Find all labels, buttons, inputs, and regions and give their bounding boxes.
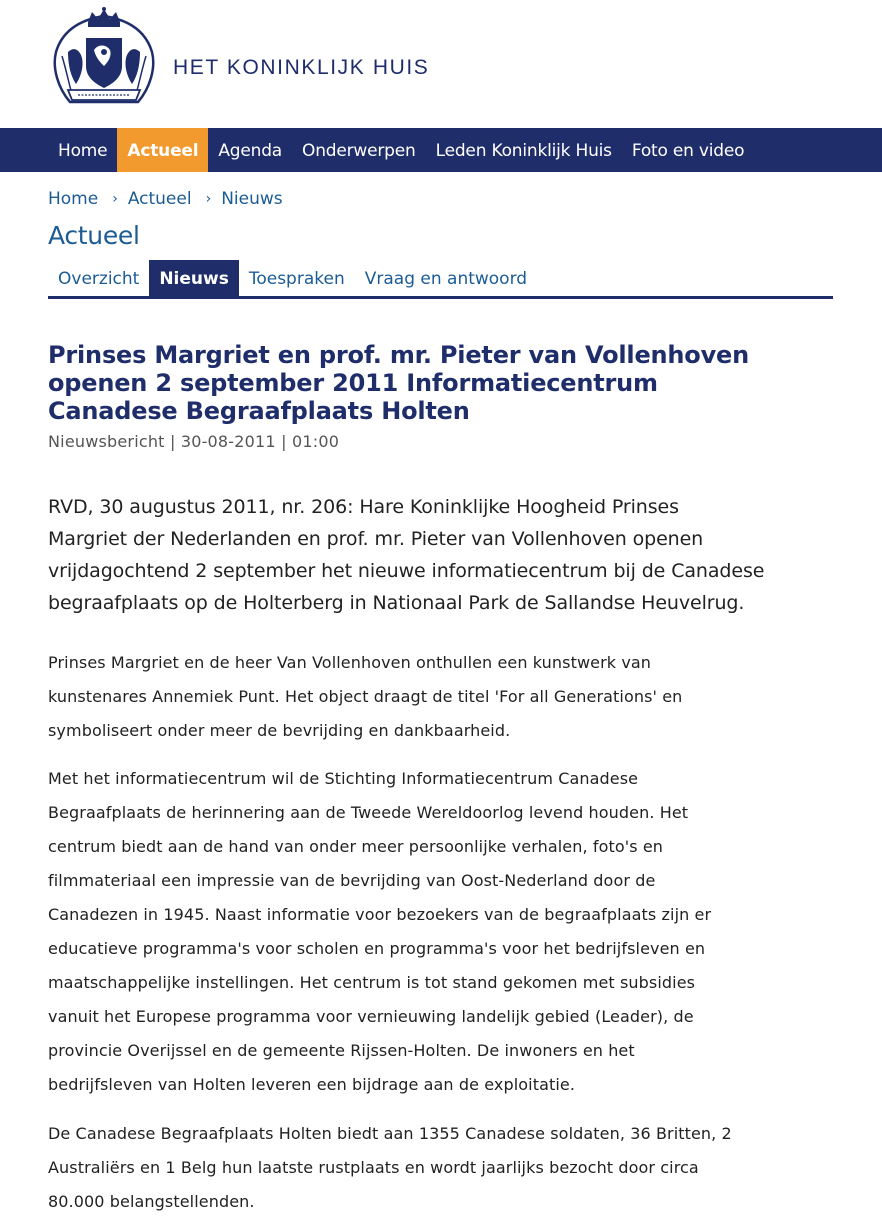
- paragraph-line: provincie Overijssel en de gemeente Rijssen-Holten. De inwoners en het: [48, 1041, 635, 1060]
- article-paragraph-1: [48, 646, 828, 748]
- paragraph-line: bedrijfsleven van Holten leveren een bijdrage aan de exploitatie.: [48, 1075, 576, 1094]
- paragraph-line: educatieve programma's voor scholen en programma's voor het bedrijfsleven en: [48, 939, 706, 958]
- breadcrumb-actueel[interactable]: Actueel: [127, 189, 192, 209]
- nav-item-home[interactable]: Home: [58, 141, 108, 161]
- tab-vraag-en-antwoord[interactable]: Vraag en antwoord: [364, 269, 528, 289]
- site-header: [0, 0, 882, 128]
- chevron-right-icon: ›: [112, 191, 118, 207]
- lead-line: RVD, 30 augustus 2011, nr. 206: Hare Koninklijke Hoogheid Prinses: [48, 496, 679, 518]
- paragraph-line: centrum biedt aan de hand van onder meer persoonlijke verhalen, foto's en: [48, 837, 664, 856]
- paragraph-line: 80.000 belangstellenden.: [48, 1192, 255, 1211]
- nav-item-onderwerpen[interactable]: Onderwerpen: [302, 141, 416, 161]
- site-title[interactable]: HET KONINKLIJK HUIS: [173, 56, 430, 79]
- section-title: Actueel: [48, 221, 140, 250]
- royal-coat-of-arms-logo[interactable]: [48, 6, 160, 118]
- nav-item-foto-en-video[interactable]: Foto en video: [631, 141, 745, 161]
- tab-toespraken[interactable]: Toespraken: [248, 269, 345, 289]
- article-paragraph-2: [48, 762, 828, 1102]
- lead-line: Margriet der Nederlanden en prof. mr. Pieter van Vollenhoven openen: [48, 528, 704, 550]
- nav-item-leden-koninklijk-huis[interactable]: Leden Koninklijk Huis: [435, 141, 612, 161]
- paragraph-line: filmmateriaal een impressie van de bevrijding van Oost-Nederland door de: [48, 871, 656, 890]
- article-meta: Nieuwsbericht | 30-08-2011 | 01:00: [48, 432, 340, 451]
- title-line: openen 2 september 2011 Informatiecentrum: [48, 369, 658, 397]
- tab-overzicht[interactable]: Overzicht: [58, 269, 140, 289]
- paragraph-line: Prinses Margriet en de heer Van Vollenhoven onthullen een kunstwerk van: [48, 653, 652, 672]
- title-line: Prinses Margriet en prof. mr. Pieter van Vollenhoven: [48, 341, 749, 369]
- paragraph-line: vanuit het Europese programma voor vernieuwing landelijk gebied (Leader), de: [48, 1007, 694, 1026]
- nav-item-agenda[interactable]: Agenda: [218, 141, 283, 161]
- main-navigation: [0, 128, 882, 172]
- title-line: Canadese Begraafplaats Holten: [48, 397, 470, 425]
- nav-item-actueel[interactable]: Actueel: [117, 128, 208, 172]
- paragraph-line: symboliseert onder meer de bevrijding en dankbaarheid.: [48, 721, 511, 740]
- article-paragraph-3: [48, 1117, 828, 1219]
- paragraph-line: kunstenares Annemiek Punt. Het object draagt de titel 'For all Generations' en: [48, 687, 683, 706]
- breadcrumb-nieuws[interactable]: Nieuws: [221, 189, 283, 209]
- paragraph-line: De Canadese Begraafplaats Holten biedt aan 1355 Canadese soldaten, 36 Britten, 2: [48, 1124, 732, 1143]
- paragraph-line: Canadezen in 1945. Naast informatie voor bezoekers van de begraafplaats zijn er: [48, 905, 712, 924]
- chevron-right-icon: ›: [205, 191, 212, 207]
- breadcrumb: [48, 189, 283, 209]
- lead-line: begraafplaats op de Holterberg in Nationaal Park de Sallandse Heuvelrug.: [48, 592, 745, 614]
- article-lead: [48, 491, 848, 619]
- paragraph-line: Begraafplaats de herinnering aan de Tweede Wereldoorlog levend houden. Het: [48, 803, 689, 822]
- article-title: [48, 341, 848, 425]
- lead-line: vrijdagochtend 2 september het nieuwe informatiecentrum bij de Canadese: [48, 560, 765, 582]
- section-sub-navigation: [48, 260, 833, 299]
- breadcrumb-home[interactable]: Home: [48, 189, 99, 209]
- paragraph-line: maatschappelijke instellingen. Het centrum is tot stand gekomen met subsidies: [48, 973, 696, 992]
- tab-nieuws[interactable]: Nieuws: [149, 260, 239, 296]
- paragraph-line: Australiërs en 1 Belg hun laatste rustplaats en wordt jaarlijks bezocht door circa: [48, 1158, 699, 1177]
- paragraph-line: Met het informatiecentrum wil de Stichting Informatiecentrum Canadese: [48, 769, 639, 788]
